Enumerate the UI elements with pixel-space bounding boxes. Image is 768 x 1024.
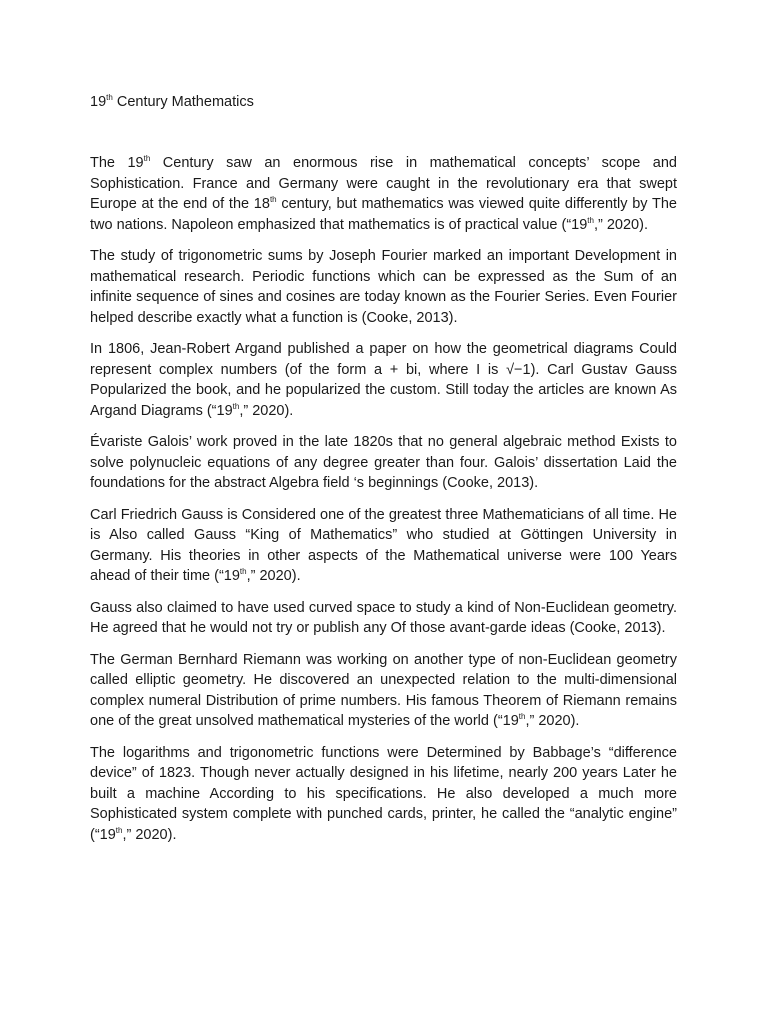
paragraph: [90, 432, 677, 494]
title-superscript: th: [106, 93, 113, 102]
superscript: th: [587, 215, 594, 225]
superscript: th: [115, 825, 123, 835]
title-text: 19: [90, 94, 107, 110]
superscript: th: [232, 401, 240, 411]
paragraph-text: century, but mathematics was viewed quite differently by The two nations. Napoleon emphasized that mathematics is of practical value (“19: [90, 196, 677, 233]
paragraph-text: ,” 2020).: [122, 826, 177, 843]
document-body: [90, 153, 677, 845]
paragraph-text: The German Bernhard Riemann was working on another type of non-Euclidean geometry called elliptic geometry. He discovered an unexpected relation to the multi-dimensional complex numeral Distribution of prime numbers. His famous Theorem of Riemann remains one of the great unsolved mathematical mysteries of the world (“19: [90, 651, 677, 729]
paragraph-text: Évariste Galois’ work proved in the late 1820s that no general algebraic method Exists to solve polynucleic equations of any degree greater than four. Galois’ dissertation Laid the foundations for the abstract Algebra field ‘s beginnings (Cooke, 2013).: [90, 434, 677, 491]
paragraph-text: ,” 2020).: [593, 216, 648, 233]
superscript: th: [518, 712, 526, 721]
title-text: Century Mathematics: [112, 94, 254, 110]
paragraph: [90, 743, 677, 846]
superscript: th: [239, 567, 247, 576]
paragraph-text: The logarithms and trigonometric functions were Determined by Babbage’s “difference device” of 1823. Though never actually designed in his lifetime, nearly 200 years Later he built a machine According to his specifications. He also developed a much more Sophisticated system complete with punched cards, printer, he called the “analytic engine” (“19: [90, 744, 677, 843]
document-title: [90, 92, 254, 112]
paragraph-text: Carl Friedrich Gauss is Considered one of the greatest three Mathematicians of all time. He is Also called Gauss “King of Mathematics” who studied at Göttingen University in Germany. His theories in other aspects of the Mathematical universe were 100 Years ahead of their time (“19: [90, 506, 677, 584]
paragraph-text: ,” 2020).: [246, 568, 301, 584]
paragraph-text: In 1806, Jean-Robert Argand published a paper on how the geometrical diagrams Could represent complex numbers (of the form a + bi, where I is √−1). Carl Gustav Gauss Popularized the book, and he popularized the custom. Still today the articles are known As Argand Diagrams (“19: [90, 341, 677, 419]
superscript: th: [143, 154, 151, 163]
paragraph-text: Gauss also claimed to have used curved space to study a kind of Non-Euclidean geometry. He agreed that he would not try or publish any Of those avant-garde ideas (Cooke, 2013).: [90, 599, 677, 636]
paragraph-text: ,” 2020).: [525, 713, 580, 729]
paragraph-text: The 19: [90, 155, 144, 171]
paragraph: [90, 505, 677, 587]
paragraph-text: ,” 2020).: [239, 402, 294, 419]
paragraph: [90, 153, 677, 235]
paragraph: [90, 339, 677, 421]
paragraph: [90, 246, 677, 328]
paragraph-text: Century saw an enormous rise in mathematical concepts’ scope and Sophistication. France and Germany were caught in the revolutionary era that swept Europe at the end of the 18: [90, 155, 677, 212]
paragraph: [90, 598, 677, 639]
superscript: th: [269, 195, 277, 204]
paragraph: [90, 650, 677, 732]
paragraph-text: The study of trigonometric sums by Joseph Fourier marked an important Development in mathematical research. Periodic functions which can be expressed as the Sum of an infinite sequence of sines and cosines are today known as the Fourier Series. Even Fourier helped describe exactly what a function is (Cooke, 2013).: [90, 248, 677, 326]
